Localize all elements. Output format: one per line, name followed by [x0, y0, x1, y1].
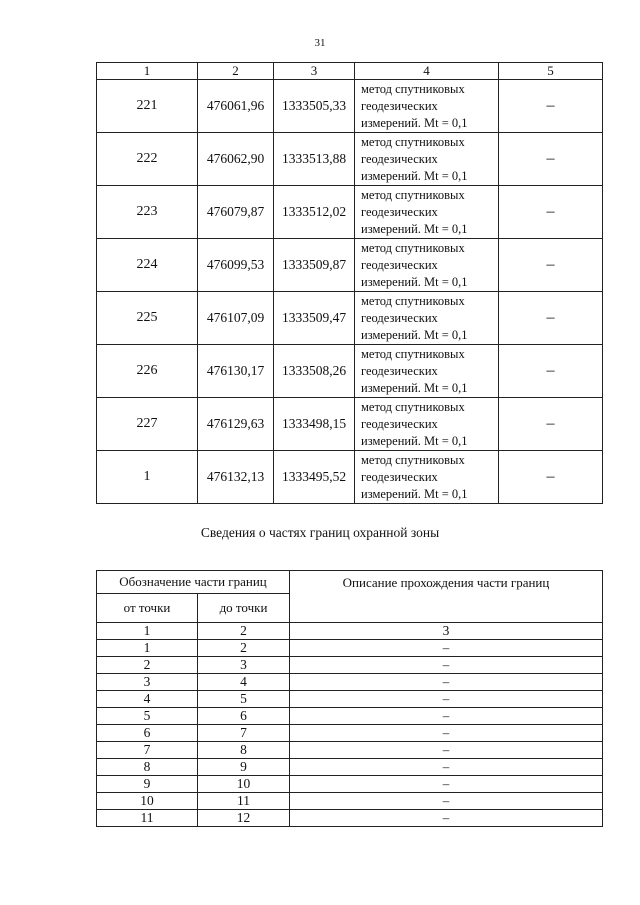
method-cell: [355, 80, 499, 133]
note-cell: –: [499, 239, 603, 292]
method-text-line: метод спутниковых: [361, 134, 465, 149]
table-row: [97, 292, 603, 345]
y-coordinate-cell: 1333509,87: [274, 239, 355, 292]
y-coordinate-cell: 1333513,88: [274, 133, 355, 186]
from-point-cell: 4: [97, 691, 198, 708]
x-coordinate-cell: 476129,63: [198, 398, 274, 451]
to-point-cell: 6: [198, 708, 290, 725]
from-point-cell: 7: [97, 742, 198, 759]
y-coordinate-cell: 1333498,15: [274, 398, 355, 451]
point-number-cell: 227: [97, 398, 198, 451]
from-point-cell: 9: [97, 776, 198, 793]
boundary-part-description-header: Описание прохождения части границ: [290, 571, 603, 623]
description-cell: –: [290, 708, 603, 725]
method-text-line: измерений. Mt = 0,1: [361, 380, 468, 395]
method-text-line: измерений. Mt = 0,1: [361, 221, 468, 236]
from-point-cell: 8: [97, 759, 198, 776]
table-row: [97, 708, 603, 725]
method-text-line: геодезических: [361, 469, 438, 484]
from-point-header: от точки: [97, 594, 198, 623]
description-cell: –: [290, 674, 603, 691]
boundary-part-designation-header: Обозначение части границ: [97, 571, 290, 594]
description-cell: –: [290, 793, 603, 810]
y-coordinate-cell: 1333505,33: [274, 80, 355, 133]
from-point-cell: 10: [97, 793, 198, 810]
from-point-cell: 1: [97, 640, 198, 657]
method-text-line: метод спутниковых: [361, 399, 465, 414]
method-cell: [355, 292, 499, 345]
description-cell: –: [290, 759, 603, 776]
to-point-cell: 7: [198, 725, 290, 742]
description-cell: –: [290, 725, 603, 742]
note-cell: –: [499, 133, 603, 186]
method-cell: [355, 186, 499, 239]
description-cell: –: [290, 742, 603, 759]
method-text-line: геодезических: [361, 310, 438, 325]
column-number: 1: [97, 623, 198, 640]
to-point-cell: 3: [198, 657, 290, 674]
from-point-cell: 6: [97, 725, 198, 742]
to-point-cell: 8: [198, 742, 290, 759]
y-coordinate-cell: 1333508,26: [274, 345, 355, 398]
from-point-cell: 11: [97, 810, 198, 827]
to-point-cell: 12: [198, 810, 290, 827]
column-header: 4: [355, 63, 499, 80]
method-text-line: геодезических: [361, 204, 438, 219]
description-cell: –: [290, 657, 603, 674]
method-cell: [355, 239, 499, 292]
description-cell: –: [290, 810, 603, 827]
note-cell: –: [499, 80, 603, 133]
column-header: 2: [198, 63, 274, 80]
method-text-line: измерений. Mt = 0,1: [361, 327, 468, 342]
method-text-line: метод спутниковых: [361, 346, 465, 361]
from-point-cell: 5: [97, 708, 198, 725]
table-row: [97, 239, 603, 292]
table-row: [97, 674, 603, 691]
x-coordinate-cell: 476130,17: [198, 345, 274, 398]
x-coordinate-cell: 476062,90: [198, 133, 274, 186]
x-coordinate-cell: 476107,09: [198, 292, 274, 345]
x-coordinate-cell: 476099,53: [198, 239, 274, 292]
table-row: [97, 640, 603, 657]
table-row: [97, 725, 603, 742]
column-header: 3: [274, 63, 355, 80]
boundary-parts-table: [96, 570, 603, 827]
method-text-line: геодезических: [361, 363, 438, 378]
method-text-line: геодезических: [361, 257, 438, 272]
description-cell: –: [290, 640, 603, 657]
table-row: [97, 776, 603, 793]
to-point-cell: 2: [198, 640, 290, 657]
point-number-cell: 225: [97, 292, 198, 345]
point-number-cell: 221: [97, 80, 198, 133]
page-number: 31: [314, 37, 326, 49]
table-row: [97, 133, 603, 186]
method-cell: [355, 133, 499, 186]
column-number: 2: [198, 623, 290, 640]
method-text-line: метод спутниковых: [361, 293, 465, 308]
table-row: [97, 657, 603, 674]
y-coordinate-cell: 1333512,02: [274, 186, 355, 239]
note-cell: –: [499, 345, 603, 398]
table-row: [97, 398, 603, 451]
note-cell: –: [499, 398, 603, 451]
to-point-cell: 9: [198, 759, 290, 776]
coordinates-header-row: [97, 63, 603, 80]
point-number-cell: 222: [97, 133, 198, 186]
to-point-cell: 5: [198, 691, 290, 708]
method-text-line: геодезических: [361, 416, 438, 431]
column-header: 1: [97, 63, 198, 80]
x-coordinate-cell: 476061,96: [198, 80, 274, 133]
table-row: [97, 80, 603, 133]
to-point-header: до точки: [198, 594, 290, 623]
column-header: 5: [499, 63, 603, 80]
y-coordinate-cell: 1333495,52: [274, 451, 355, 504]
description-cell: –: [290, 691, 603, 708]
point-number-cell: 223: [97, 186, 198, 239]
method-text-line: метод спутниковых: [361, 240, 465, 255]
section-title: Сведения о частях границ охранной зоны: [200, 525, 440, 540]
to-point-cell: 10: [198, 776, 290, 793]
point-number-cell: 226: [97, 345, 198, 398]
point-number-cell: 1: [97, 451, 198, 504]
method-text-line: метод спутниковых: [361, 187, 465, 202]
table-row: [97, 186, 603, 239]
to-point-cell: 4: [198, 674, 290, 691]
point-number-cell: 224: [97, 239, 198, 292]
table-row: [97, 345, 603, 398]
column-numbering-row: [97, 623, 603, 640]
table-row: [97, 742, 603, 759]
table-row: [97, 793, 603, 810]
method-text-line: измерений. Mt = 0,1: [361, 274, 468, 289]
method-cell: [355, 398, 499, 451]
y-coordinate-cell: 1333509,47: [274, 292, 355, 345]
method-text-line: измерений. Mt = 0,1: [361, 115, 468, 130]
column-number: 3: [290, 623, 603, 640]
from-point-cell: 2: [97, 657, 198, 674]
method-cell: [355, 345, 499, 398]
table-row: [97, 691, 603, 708]
table-row: [97, 759, 603, 776]
coordinates-table: [96, 62, 603, 504]
method-text-line: геодезических: [361, 98, 438, 113]
description-cell: –: [290, 776, 603, 793]
method-cell: [355, 451, 499, 504]
table-row: [97, 810, 603, 827]
method-text-line: измерений. Mt = 0,1: [361, 433, 468, 448]
method-text-line: метод спутниковых: [361, 81, 465, 96]
note-cell: –: [499, 292, 603, 345]
x-coordinate-cell: 476132,13: [198, 451, 274, 504]
table-row: [97, 451, 603, 504]
method-text-line: измерений. Mt = 0,1: [361, 168, 468, 183]
method-text-line: измерений. Mt = 0,1: [361, 486, 468, 501]
method-text-line: метод спутниковых: [361, 452, 465, 467]
method-text-line: геодезических: [361, 151, 438, 166]
note-cell: –: [499, 451, 603, 504]
from-point-cell: 3: [97, 674, 198, 691]
to-point-cell: 11: [198, 793, 290, 810]
note-cell: –: [499, 186, 603, 239]
x-coordinate-cell: 476079,87: [198, 186, 274, 239]
